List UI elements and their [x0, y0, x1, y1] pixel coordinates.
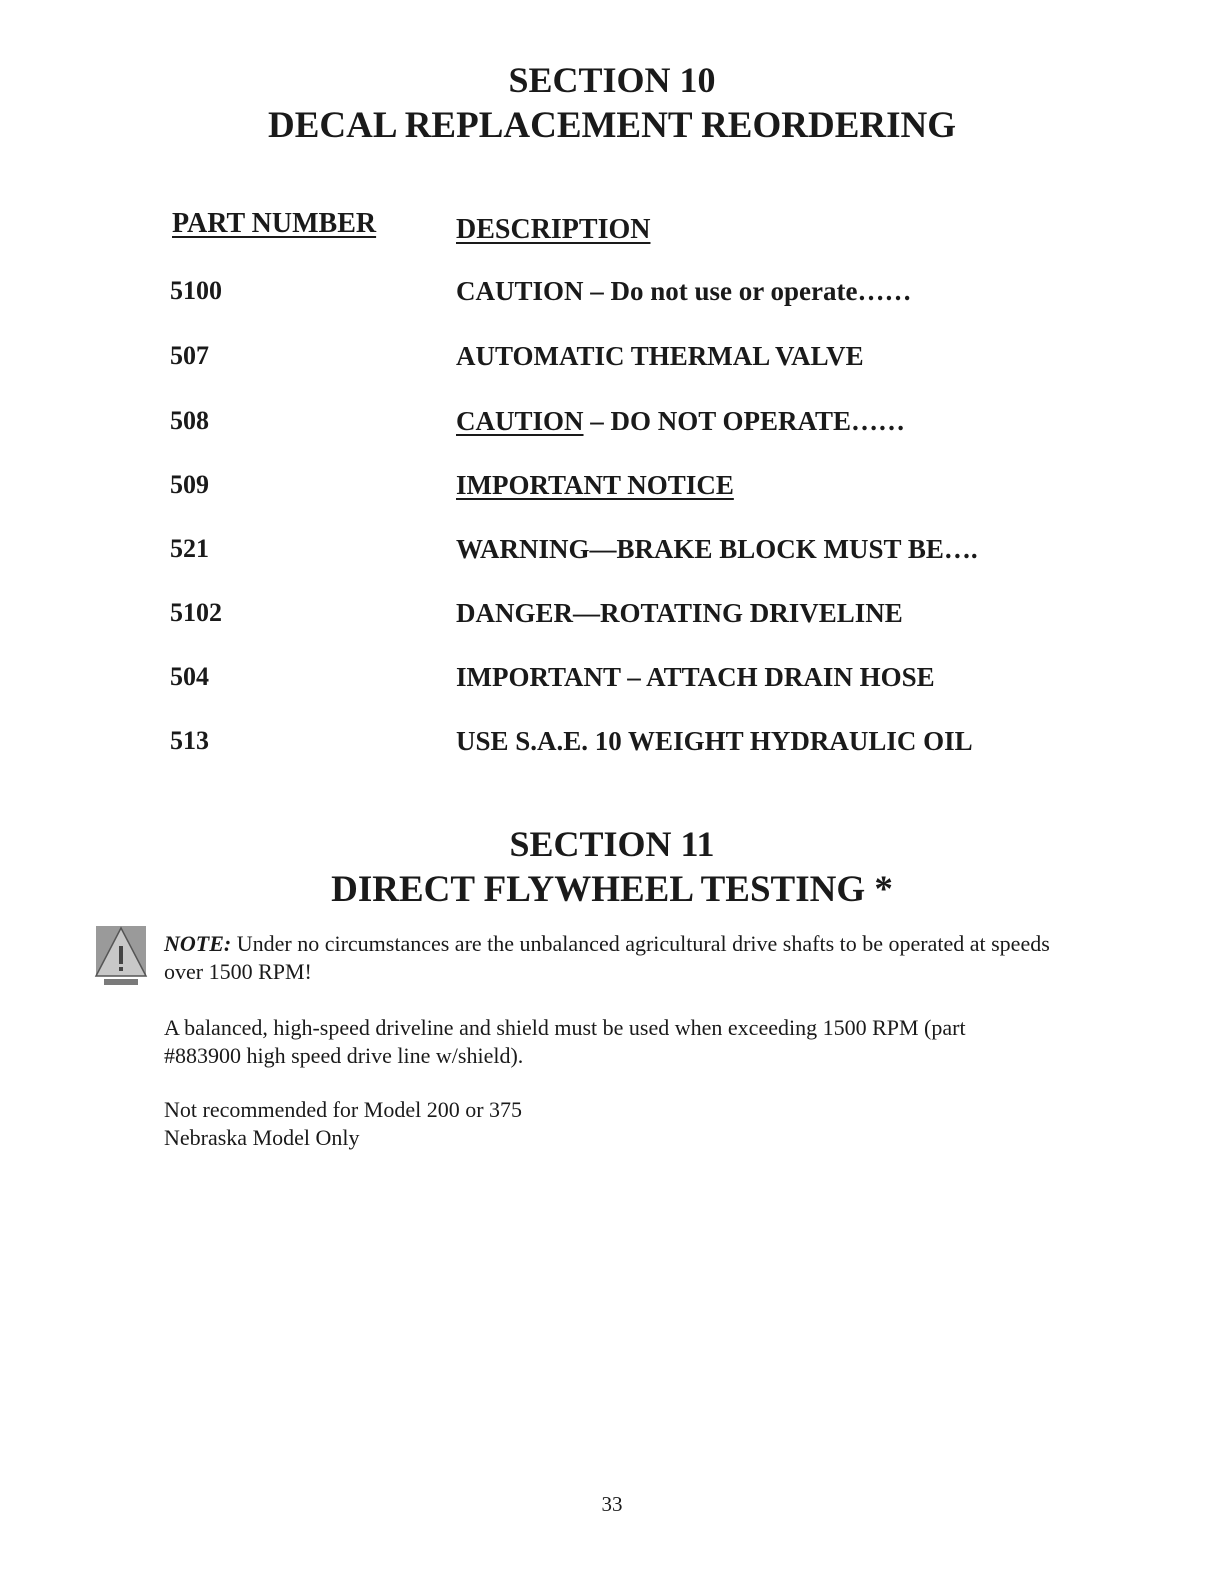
warning-triangle-icon	[94, 924, 148, 988]
section-10-heading	[0, 58, 1224, 149]
section-11-subtitle: DIRECT FLYWHEEL TESTING *	[331, 869, 893, 910]
driveline-paragraph: A balanced, high-speed driveline and shield must be used when exceeding 1500 RPM (part #883900 high speed drive line w/shield).	[164, 1015, 966, 1068]
description-text: USE S.A.E. 10 WEIGHT HYDRAULIC OIL	[456, 726, 973, 756]
description	[456, 662, 935, 693]
description	[456, 534, 978, 565]
description-text: AUTOMATIC THERMAL VALVE	[456, 341, 864, 371]
note-text: Under no circumstances are the unbalanced agricultural drive shafts to be operated at speeds over 1500 RPM!	[164, 931, 1050, 984]
description	[456, 726, 973, 757]
description	[456, 470, 734, 501]
description-text: – DO NOT OPERATE……	[583, 406, 906, 436]
note-label: NOTE:	[164, 931, 232, 956]
part-number: 513	[170, 726, 209, 755]
part-number: 508	[170, 406, 209, 435]
column-header-description: DESCRIPTION	[456, 214, 651, 245]
part-number: 5102	[170, 598, 222, 627]
description-underlined: IMPORTANT NOTICE	[456, 470, 734, 500]
note-paragraph	[164, 930, 1064, 985]
section-11-heading	[0, 822, 1224, 913]
description	[456, 406, 905, 437]
description-text: DANGER—ROTATING DRIVELINE	[456, 598, 903, 628]
part-number: 5100	[170, 276, 222, 305]
model-note-paragraph	[164, 1096, 1064, 1151]
model-note-line-1: Not recommended for Model 200 or 375	[164, 1097, 523, 1122]
page-number: 33	[601, 1492, 623, 1516]
description-text: CAUTION – Do not use or operate……	[456, 276, 912, 306]
description-text: IMPORTANT – ATTACH DRAIN HOSE	[456, 662, 935, 692]
section-10-subtitle: DECAL REPLACEMENT REORDERING	[267, 105, 957, 146]
description-text: WARNING—BRAKE BLOCK MUST BE….	[456, 534, 978, 564]
section-10-title: SECTION 10	[508, 60, 716, 100]
column-header-part-number: PART NUMBER	[172, 208, 377, 239]
part-number: 509	[170, 470, 209, 499]
model-note-line-2: Nebraska Model Only	[164, 1124, 360, 1150]
description-underlined: CAUTION	[456, 406, 584, 436]
description	[456, 341, 864, 372]
part-number: 507	[170, 341, 209, 370]
description	[456, 276, 911, 307]
part-number: 504	[170, 662, 209, 691]
description	[456, 598, 903, 629]
section-11-title: SECTION 11	[509, 824, 715, 864]
part-number: 521	[170, 534, 209, 563]
